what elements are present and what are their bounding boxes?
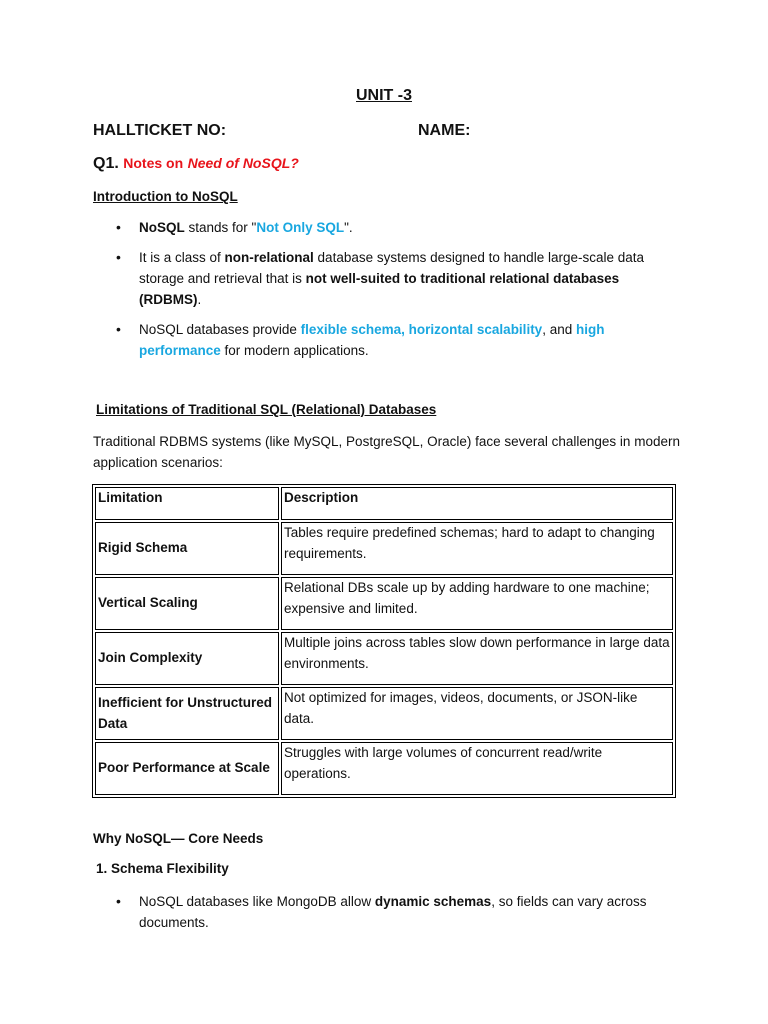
text-run: .: [197, 292, 202, 307]
bullet-icon: •: [116, 893, 121, 909]
table-row: [95, 577, 673, 630]
table-row: [95, 522, 673, 575]
description-cell: Relational DBs scale up by adding hardware to one machine; expensive and limited.: [281, 577, 673, 630]
text-run: ".: [344, 220, 353, 235]
hallticket-label: HALLTICKET NO:: [93, 122, 227, 139]
limitation-cell: Join Complexity: [95, 632, 279, 685]
not-only-sql-highlight: Not Only SQL: [256, 220, 345, 235]
text-run: , and: [542, 322, 576, 337]
question-notes-on: Notes on: [123, 155, 184, 171]
table-row: [95, 632, 673, 685]
text-run: NoSQL databases provide: [139, 322, 301, 337]
nosql-term: NoSQL: [139, 220, 185, 235]
hallticket-row: [93, 122, 693, 140]
intro-bullet-list: [116, 217, 676, 370]
limitation-cell: Rigid Schema: [95, 522, 279, 575]
limitations-intro: Traditional RDBMS systems (like MySQL, PostgreSQL, Oracle) face several challenges in modern application scenarios:: [93, 434, 680, 470]
bullet-icon: •: [116, 219, 121, 235]
list-item: [116, 247, 676, 310]
name-label: NAME:: [418, 122, 471, 139]
text-run: stands for ": [184, 220, 257, 235]
description-cell: Multiple joins across tables slow down performance in large data environments.: [281, 632, 673, 685]
bold-run: dynamic schemas: [374, 894, 492, 909]
description-cell: Not optimized for images, videos, documents, or JSON-like data.: [281, 687, 673, 740]
limitation-cell: Poor Performance at Scale: [95, 742, 279, 795]
bullet-icon: •: [116, 249, 121, 265]
why-bullet-list: [116, 891, 676, 942]
bullet-icon: •: [116, 321, 121, 337]
schema-flexibility-heading: 1. Schema Flexibility: [96, 861, 229, 876]
text-run: , so fields can vary across documents.: [139, 894, 647, 930]
text-run: NoSQL databases like MongoDB allow: [139, 894, 375, 909]
flexible-schema-highlight: flexible schema, horizontal scalability: [300, 322, 543, 337]
text-run: It is a class of: [139, 250, 225, 265]
text-run: for modern applications.: [220, 343, 369, 358]
list-item: [116, 217, 676, 238]
table-header-row: [95, 487, 673, 520]
limitations-table: [92, 484, 676, 798]
table-row: [95, 742, 673, 795]
unit-title: UNIT -3: [356, 87, 412, 104]
limitation-cell: Inefficient for Unstructured Data: [95, 687, 279, 740]
bold-run: not well-suited to traditional relational databases (RDBMS): [139, 271, 620, 307]
description-cell: Struggles with large volumes of concurrent read/write operations.: [281, 742, 673, 795]
why-nosql-heading: Why NoSQL— Core Needs: [93, 831, 264, 846]
question-number: Q1.: [93, 155, 119, 172]
header-limitation: Limitation: [95, 487, 279, 520]
question-topic: Need of NoSQL?: [187, 155, 299, 171]
header-description: Description: [281, 487, 673, 520]
text-run: database systems designed to handle large-scale data storage and retrieval that is: [139, 250, 645, 286]
limitation-cell: Vertical Scaling: [95, 577, 279, 630]
question-heading: [93, 155, 299, 173]
limitations-heading: Limitations of Traditional SQL (Relational) Databases: [96, 402, 437, 417]
list-item: [116, 891, 676, 933]
table-row: [95, 687, 673, 740]
intro-heading: Introduction to NoSQL: [93, 189, 238, 204]
list-item: [116, 319, 676, 361]
description-cell: Tables require predefined schemas; hard to adapt to changing requirements.: [281, 522, 673, 575]
high-performance-highlight: high performance: [139, 322, 605, 358]
bold-run: non-relational: [224, 250, 314, 265]
